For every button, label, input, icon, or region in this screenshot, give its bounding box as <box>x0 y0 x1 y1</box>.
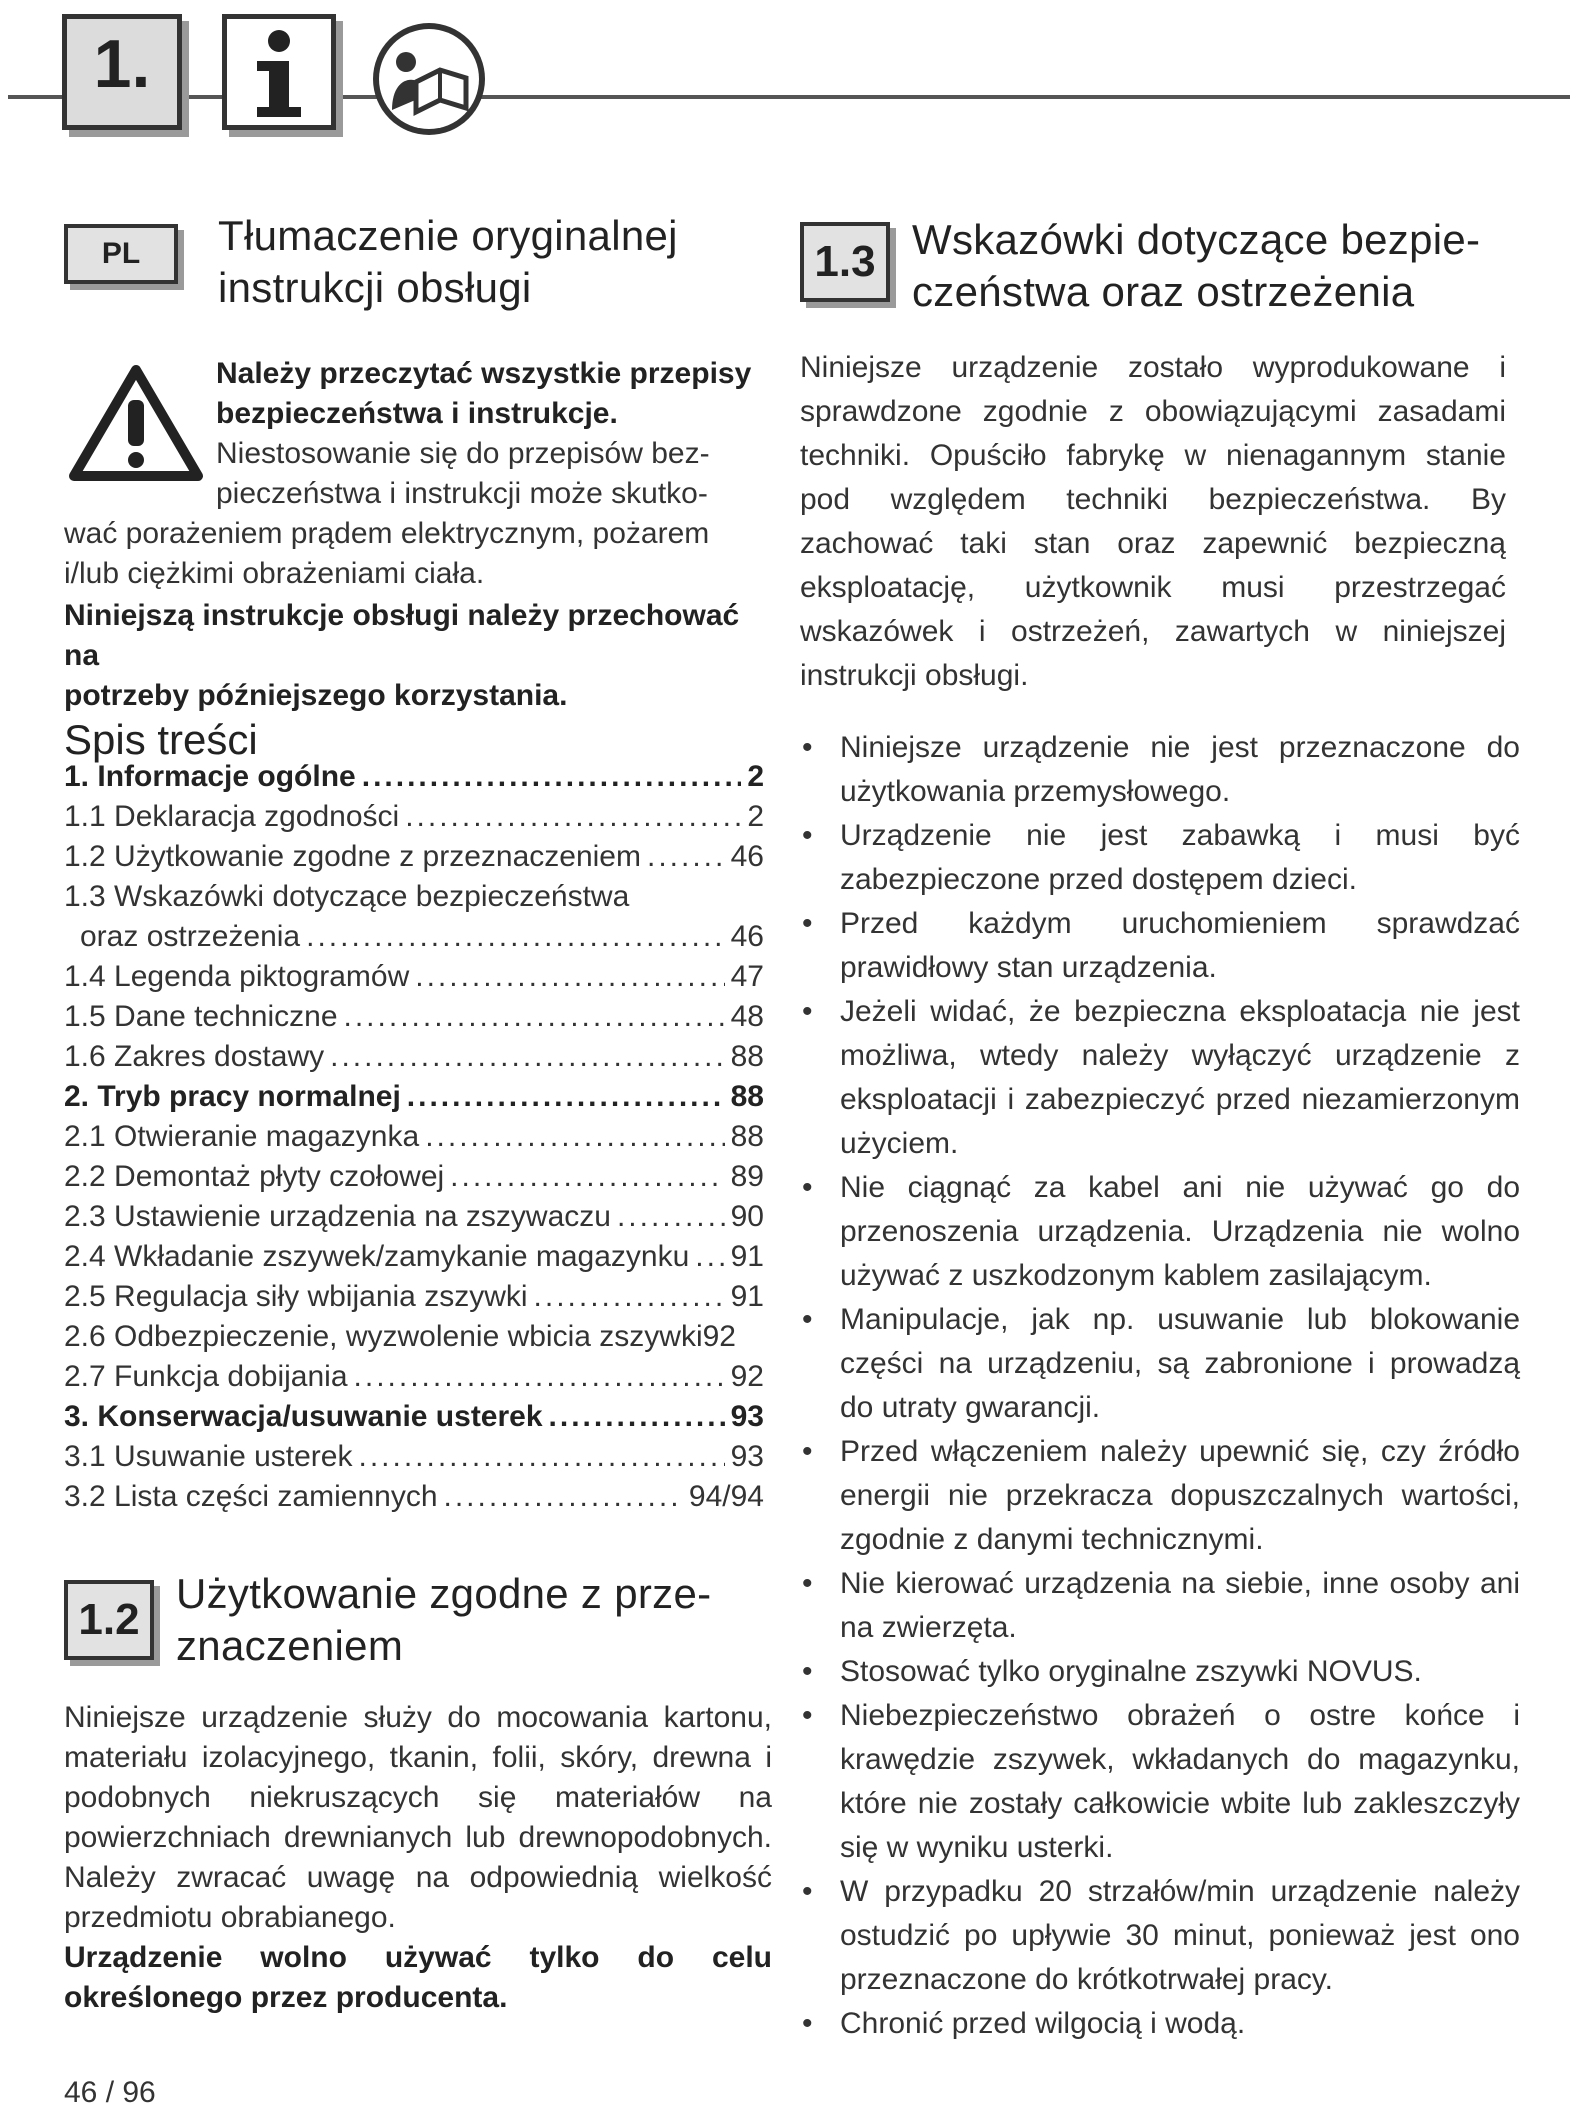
toc-item[interactable]: 2.1 Otwieranie magazynka ..... 88 <box>64 1120 764 1160</box>
toc-item[interactable]: 2.6 Odbezpieczenie, wyzwolenie wbicia zszywki 92 <box>64 1320 736 1353</box>
toc-item[interactable]: 1.6 Zakres dostawy ..... 88 <box>64 1040 764 1080</box>
toc-item[interactable]: 2.4 Wkładanie zszywek/zamykanie magazynku ..... 91 <box>64 1240 764 1280</box>
section-1-3-title-line2: czeństwa oraz ostrzeżenia <box>912 268 1415 315</box>
toc-item[interactable]: 3.1 Usuwanie usterek ..... 93 <box>64 1440 764 1480</box>
toc-item[interactable]: 2.7 Funkcja dobijania ..... 92 <box>64 1360 764 1400</box>
list-item: • Nie kierować urządzenia na siebie, inne osoby ani na zwierzęta. <box>802 1567 1520 1644</box>
toc-item[interactable]: 3. Konserwacja/usuwanie usterek ..... 93 <box>64 1400 764 1440</box>
section-1-3-intro: Niniejsze urządzenie zostało wyprodukowane i sprawdzone zgodnie z obowiązującymi zasadami techniki. Opuściło fabrykę w nienagannym stanie pod względem techniki bezpieczeństwa. By zachować taki stan oraz zapewnić bezpieczną eksploatację, użytkownik musi przestrzegać wskazówek i ostrzeżeń, zawartych w niniejszej instrukcji obsługi. <box>800 351 1506 692</box>
warning-bold <box>216 354 764 514</box>
section-1-3-tag: 1.3 <box>800 222 890 302</box>
toc-title: Spis treści <box>64 716 258 763</box>
keep-manual-line1: Niniejszą instrukcje obsługi należy przechować na <box>64 599 740 672</box>
list-item: • W przypadku 20 strzałów/min urządzenie należy ostudzić po upływie 30 minut, ponieważ jest ono przeznaczone do krótkotrwałej pracy. <box>802 1875 1520 1996</box>
warning-text-line3: wać porażeniem prądem elektrycznym, pożarem <box>64 517 710 550</box>
toc-item[interactable]: 2.5 Regulacja siły wbijania zszywki ..... 91 <box>64 1280 764 1320</box>
page-number: 46 / 96 <box>64 2076 156 2109</box>
chapter-number: 1. <box>93 26 151 102</box>
list-item: • Chronić przed wilgocią i wodą. <box>802 2007 1246 2040</box>
list-item: • Stosować tylko oryginalne zszywki NOVUS. <box>802 1655 1422 1688</box>
list-item: • Przed włączeniem należy upewnić się, czy źródło energii nie przekracza dopuszczalnych wartości, zgodnie z danymi technicznymi. <box>802 1435 1520 1556</box>
section-1-2-title <box>176 1568 711 1672</box>
toc-item[interactable]: 3.2 Lista części zamiennych ..... 94/94 <box>64 1480 764 1520</box>
toc-item[interactable]: 2.3 Ustawienie urządzenia na zszywaczu ..... 90 <box>64 1200 764 1240</box>
list-item: • Niniejsze urządzenie nie jest przeznaczone do użytkowania przemysłowego. <box>802 731 1520 808</box>
safety-bullet-list <box>800 726 1520 2046</box>
warning-bold-line2: bezpieczeństwa i instrukcje. <box>216 397 618 430</box>
section-1-2-title-line2: znaczeniem <box>176 1622 404 1669</box>
chapter-number-box <box>62 14 182 130</box>
toc-item[interactable]: 2. Tryb pracy normalnej ..... 88 <box>64 1080 764 1120</box>
warning-text-line4: i/lub ciężkimi obrażeniami ciała. <box>64 557 485 590</box>
read-manual-icon <box>370 20 488 138</box>
section-1-2-bold: Urządzenie wolno używać tylko do celu określonego przez producenta. <box>64 1941 772 2014</box>
section-1-3-title-line1: Wskazówki dotyczące bezpie- <box>912 216 1481 263</box>
warning-bold-line1: Należy przeczytać wszystkie przepisy <box>216 357 752 390</box>
section-1-2-title-line1: Użytkowanie zgodne z prze- <box>176 1570 712 1617</box>
toc-item[interactable]: 2.2 Demontaż płyty czołowej ..... 89 <box>64 1160 764 1200</box>
warning-text-line2: pieczeństwa i instrukcji może skutko- <box>216 477 708 510</box>
toc-item[interactable]: oraz ostrzeżenia ..... 46 <box>64 920 764 960</box>
manual-title-line1: Tłumaczenie oryginalnej <box>218 212 678 259</box>
toc-item[interactable]: 1.1 Deklaracja zgodności ..... 2 <box>64 800 764 840</box>
list-item: • Nie ciągnąć za kabel ani nie używać go do przenoszenia urządzenia. Urządzenia nie wolno używać z uszkodzonym kablem zasilającym. <box>802 1171 1520 1292</box>
toc-item[interactable]: 1. Informacje ogólne ..... 2 <box>64 760 764 800</box>
list-item: • Jeżeli widać, że bezpieczna eksploatacja nie jest możliwa, wtedy należy wyłączyć urządzenie z eksploatacji i zabezpieczyć przed niezamierzonym użyciem. <box>802 995 1520 1160</box>
section-1-3-title <box>912 214 1480 318</box>
list-item: • Przed każdym uruchomieniem sprawdzać prawidłowy stan urządzenia. <box>802 907 1520 984</box>
section-1-2-text: Niniejsze urządzenie służy do mocowania kartonu, materiału izolacyjnego, tkanin, folii, skóry, drewna i podobnych niekruszących się materiałów na powierzchniach drewnianych lub drewnopodobnych. Należy zwracać uwagę na odpowiednią wielkość przedmiotu obrabianego. <box>64 1701 772 1934</box>
manual-title <box>218 210 678 314</box>
list-item: • Urządzenie nie jest zabawką i musi być zabezpieczone przed dostępem dzieci. <box>802 819 1520 896</box>
table-of-contents <box>64 760 764 1520</box>
toc-item[interactable]: 1.5 Dane techniczne ..... 48 <box>64 1000 764 1040</box>
section-1-2-tag: 1.2 <box>64 1580 154 1660</box>
warning-triangle-icon <box>68 362 204 484</box>
warning-text <box>64 514 764 716</box>
warning-text-line1: Niestosowanie się do przepisów bez- <box>216 437 710 470</box>
info-icon <box>222 14 336 130</box>
toc-item[interactable]: 1.3 Wskazówki dotyczące bezpieczeństwa <box>64 880 630 913</box>
manual-title-line2: instrukcji obsługi <box>218 264 532 311</box>
toc-item[interactable]: 1.2 Użytkowanie zgodne z przeznaczeniem ..... 46 <box>64 840 764 880</box>
section-1-2-body <box>64 1698 772 2018</box>
list-item: • Manipulacje, jak np. usuwanie lub blokowanie części na urządzeniu, są zabronione i prowadzą do utraty gwarancji. <box>802 1303 1520 1424</box>
list-item: • Niebezpieczeństwo obrażeń o ostre końce i krawędzie zszywek, wkładanych do magazynku, które nie zostały całkowicie wbite lub zakleszczyły się w wyniku usterki. <box>802 1699 1520 1864</box>
language-tag: PL <box>64 224 178 284</box>
keep-manual-line2: potrzeby późniejszego korzystania. <box>64 679 568 712</box>
toc-item[interactable]: 1.4 Legenda piktogramów ..... 47 <box>64 960 764 1000</box>
